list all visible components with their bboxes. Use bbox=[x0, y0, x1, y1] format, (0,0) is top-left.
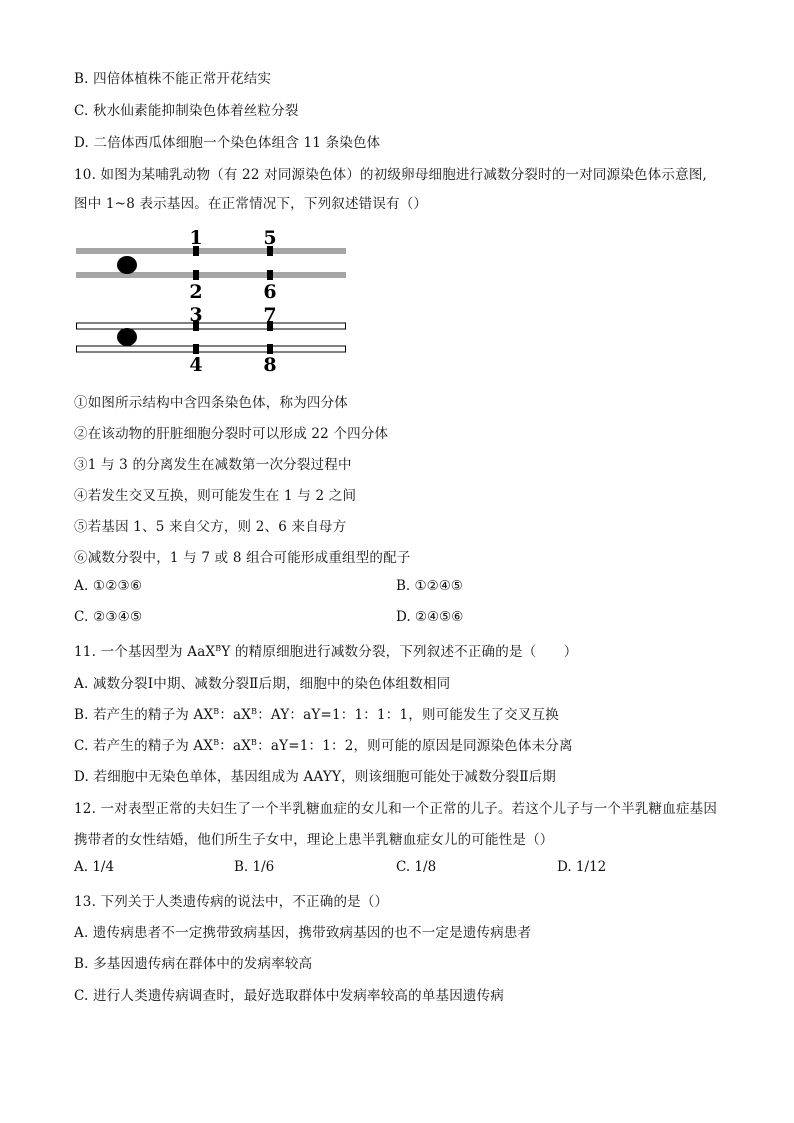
homologous-chromosome-diagram bbox=[74, 226, 354, 376]
q10-statement-3: ③1 与 3 的分离发生在减数第一次分裂过程中 bbox=[74, 457, 352, 473]
q12-option-d: D. 1/12 bbox=[557, 859, 607, 875]
q12-stem-line1: 12. 一对表型正常的夫妇生了一个半乳糖血症的女儿和一个正常的儿子。若这个儿子与一个半乳糖血症基因 bbox=[74, 801, 718, 817]
q10-option-d: D. ②④⑤⑥ bbox=[396, 609, 464, 625]
centromere-1 bbox=[117, 256, 137, 274]
q11-stem bbox=[74, 640, 577, 660]
chromatid-3 bbox=[77, 323, 346, 329]
gene-label-2: 2 bbox=[189, 281, 203, 303]
q13-option-a: A. 遗传病患者不一定携带致病基因，携带致病基因的也不一定是遗传病患者 bbox=[74, 925, 532, 941]
q12-option-b: B. 1/6 bbox=[234, 859, 275, 875]
gene-label-6: 6 bbox=[263, 281, 277, 303]
q13-stem: 13. 下列关于人类遗传病的说法中，不正确的是（） bbox=[74, 894, 389, 910]
q11-b-sup1: B bbox=[213, 707, 220, 716]
q11-option-d: D. 若细胞中无染色单体，基因组成为 AAYY，则该细胞可能处于减数分裂Ⅱ后期 bbox=[74, 769, 556, 785]
q10-stem-line1: 10. 如图为某哺乳动物（有 22 对同源染色体）的初级卵母细胞进行减数分裂时的一对同源染色体示意图, bbox=[74, 167, 708, 183]
q10-option-b: B. ①②④⑤ bbox=[396, 578, 463, 594]
q10-option-c: C. ②③④⑤ bbox=[74, 609, 143, 625]
q11-c-pre: C. 若产生的精子为 AX bbox=[74, 738, 214, 754]
chromatid-4 bbox=[77, 346, 346, 352]
chromatid-1 bbox=[76, 248, 346, 254]
q10-statement-2: ②在该动物的肝脏细胞分裂时可以形成 22 个四分体 bbox=[74, 426, 389, 442]
gene-label-7: 7 bbox=[263, 304, 277, 326]
q10-statement-5: ⑤若基因 1、5 来自父方，则 2、6 来自母方 bbox=[74, 519, 347, 535]
q13-option-c: C. 进行人类遗传病调查时，最好选取群体中发病率较高的单基因遗传病 bbox=[74, 988, 505, 1004]
q10-statement-1: ①如图所示结构中含四条染色体，称为四分体 bbox=[74, 395, 348, 411]
q13-option-b: B. 多基因遗传病在群体中的发病率较高 bbox=[74, 956, 313, 972]
q12-stem-line2: 携带者的女性结婚，他们所生子女中，理论上患半乳糖血症女儿的可能性是（） bbox=[74, 832, 554, 848]
q11-stem-sup: B bbox=[215, 644, 222, 653]
q12-option-c: C. 1/8 bbox=[396, 859, 437, 875]
q11-b-pre: B. 若产生的精子为 AX bbox=[74, 707, 214, 723]
q9-option-d: D. 二倍体西瓜体细胞一个染色体组含 11 条染色体 bbox=[74, 135, 381, 151]
q11-option-a: A. 减数分裂Ⅰ中期、减数分裂Ⅱ后期，细胞中的染色体组数相同 bbox=[74, 676, 451, 692]
q11-b-post: ：AY：aY=1：1：1：1，则可能发生了交叉互换 bbox=[257, 707, 559, 723]
q12-option-a: A. 1/4 bbox=[74, 859, 115, 875]
q11-c-post: ：aY=1：1：2，则可能的原因是同源染色体未分离 bbox=[257, 738, 573, 754]
q10-option-a: A. ①②③⑥ bbox=[74, 578, 143, 594]
q11-b-sup2: B bbox=[251, 707, 258, 716]
gene-locus-6 bbox=[267, 270, 273, 280]
q9-option-b: B. 四倍体植株不能正常开花结实 bbox=[74, 71, 272, 87]
q11-option-c bbox=[74, 734, 573, 754]
gene-locus-4 bbox=[193, 344, 199, 354]
q11-b-mid: ：aX bbox=[219, 707, 252, 723]
q11-c-mid: ：aX bbox=[219, 738, 252, 754]
q11-stem-post: Y 的精原细胞进行减数分裂，下列叙述不正确的是（ ） bbox=[221, 644, 578, 660]
q11-c-sup1: B bbox=[213, 738, 220, 747]
gene-label-8: 8 bbox=[263, 354, 277, 376]
chromatid-2 bbox=[76, 272, 346, 278]
centromere-2 bbox=[117, 328, 137, 346]
gene-label-3: 3 bbox=[189, 304, 203, 326]
gene-label-4: 4 bbox=[189, 354, 203, 376]
q11-option-b bbox=[74, 703, 559, 723]
gene-label-5: 5 bbox=[263, 227, 277, 249]
gene-locus-2 bbox=[193, 270, 199, 280]
q11-c-sup2: B bbox=[251, 738, 258, 747]
gene-locus-8 bbox=[267, 344, 273, 354]
q10-stem-line2: 图中 1~8 表示基因。在正常情况下，下列叙述错误有（） bbox=[74, 196, 428, 212]
q10-statement-6: ⑥减数分裂中，1 与 7 或 8 组合可能形成重组型的配子 bbox=[74, 550, 411, 566]
q9-option-c: C. 秋水仙素能抑制染色体着丝粒分裂 bbox=[74, 103, 299, 119]
q10-statement-4: ④若发生交叉互换，则可能发生在 1 与 2 之间 bbox=[74, 488, 357, 504]
gene-label-1: 1 bbox=[189, 227, 203, 249]
q11-stem-pre: 11. 一个基因型为 AaX bbox=[74, 644, 216, 660]
